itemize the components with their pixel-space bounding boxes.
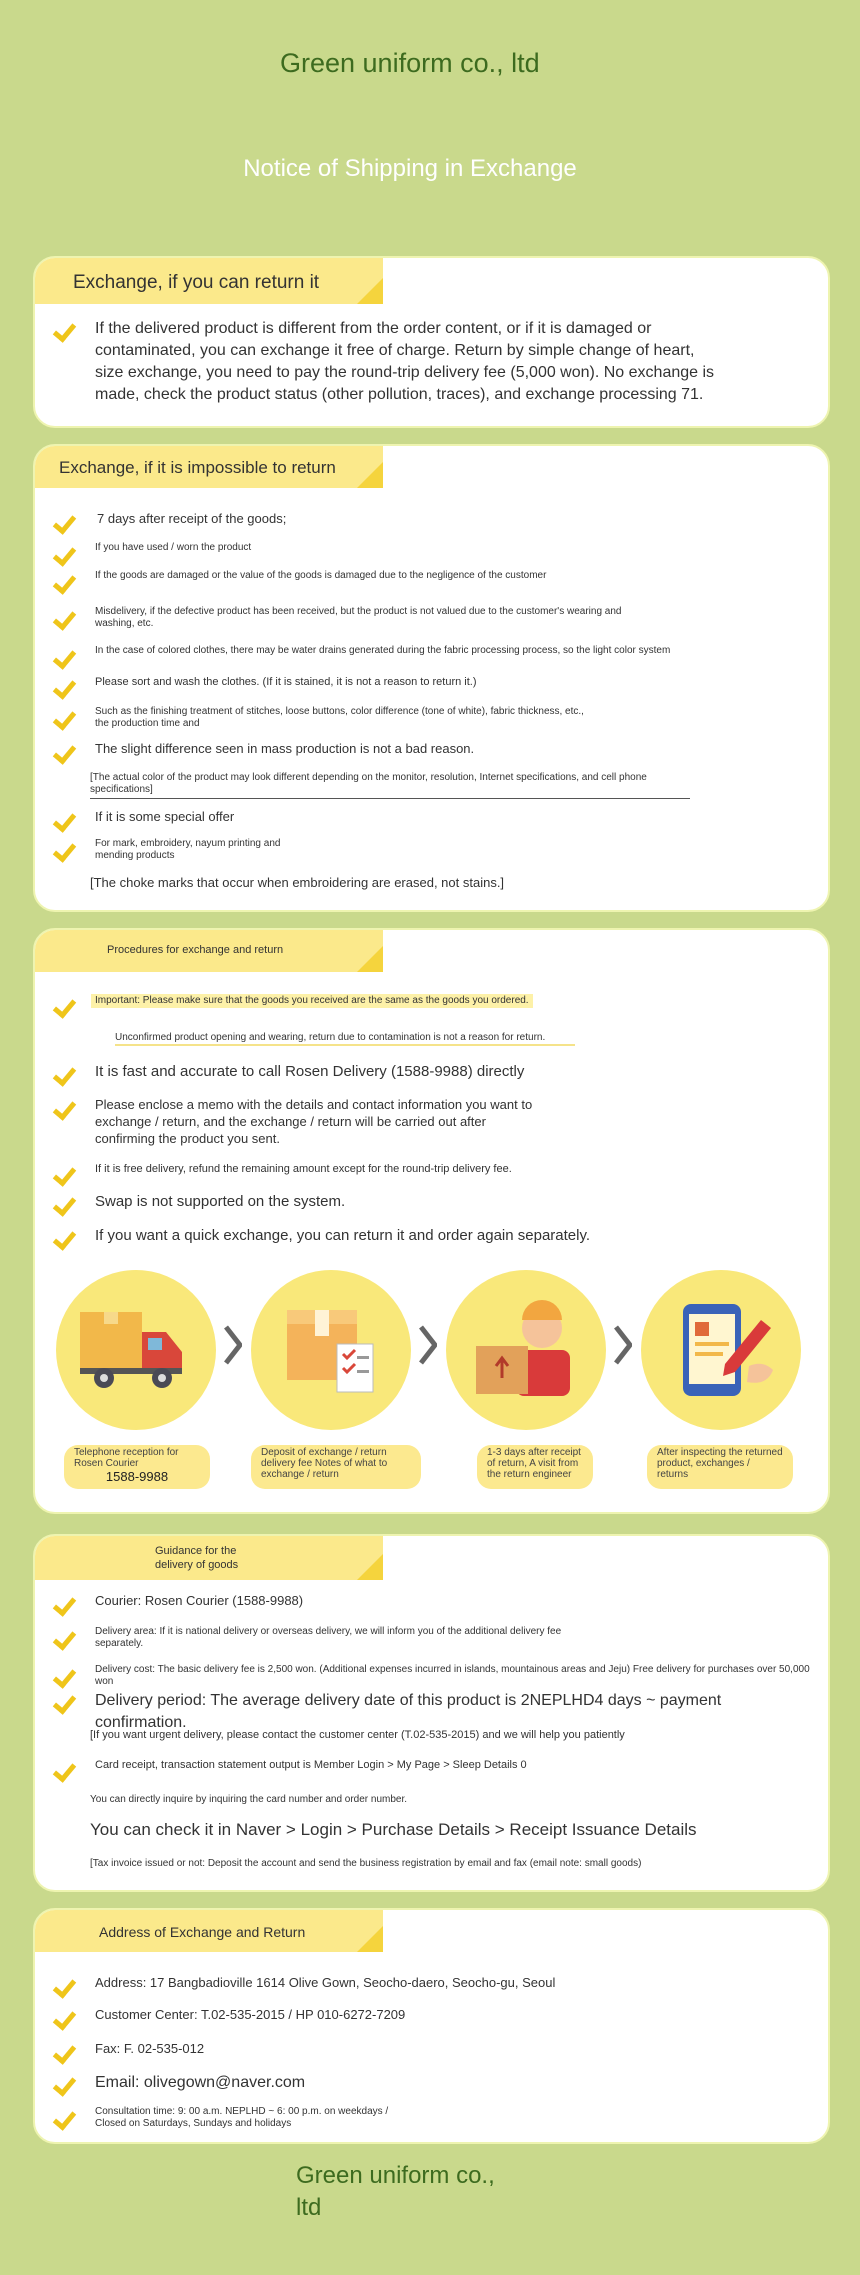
section-title: Procedures for exchange and return [107,944,284,956]
section-ribbon [35,1910,383,1952]
brand-name-bottom: Green uniform co., ltd [296,2162,495,2221]
section-ribbon [35,446,383,488]
step-circle-telephone [56,1270,216,1430]
step-circle-deposit [251,1270,411,1430]
item-text: Delivery area: If it is national delivery or overseas delivery, we will inform you of the additional delivery fee separately. [95,1626,562,1649]
naver-check-note: You can check it in Naver > Login > Purchase Details > Receipt Issuance Details [90,1820,697,1839]
section-procedures [33,928,830,1514]
check-item [55,510,814,530]
item-text: If it is free delivery, refund the remaining amount except for the round-trip delivery fee. [95,1163,512,1175]
chevron-right-icon [614,1325,632,1365]
phone-text: Customer Center: T.02-535-2015 / HP 010-6272-7209 [95,2007,406,2022]
check-item [55,1162,814,1182]
section-ribbon [35,930,383,972]
check-item [55,1096,814,1147]
check-icon [55,1666,77,1684]
check-icon [55,742,77,760]
check-icon [55,2008,77,2026]
delivery-truck-icon [56,1270,216,1430]
section-title: Address of Exchange and Return [99,1924,306,1940]
check-icon [55,1194,77,1212]
check-icon [55,647,77,665]
check-item [55,2006,814,2026]
item-text: In the case of colored clothes, there may be water drains generated during the fabric processing process, so the light color system [95,645,671,656]
step-label-text: After inspecting the returned product, exchanges / returns [657,1447,783,1480]
check-item [55,1062,814,1082]
step-label [647,1445,793,1489]
item-text: If it is some special offer [95,809,235,824]
check-item [55,1592,814,1612]
step-label-text: Telephone reception for Rosen Courier [74,1447,179,1469]
check-item [55,808,814,828]
check-icon [55,572,77,590]
step-label [251,1445,421,1489]
item-text: Delivery period: The average delivery date of this product is 2NEPLHD4 days ~ payment confirmation. [95,1692,722,1731]
step-circle-inspect [641,1270,801,1430]
unconfirmed-note: Unconfirmed product opening and wearing, return due to contamination is not a reason for return. [115,1032,575,1046]
item-text: Courier: Rosen Courier (1588-9988) [95,1593,304,1608]
item-text: Swap is not supported on the system. [95,1193,346,1210]
phone-number: 1588-9988 [105,1469,169,1484]
notice-title: Notice of Shipping in Exchange [243,155,577,182]
section-title: Guidance for the delivery of goods [155,1545,239,1571]
check-icon [55,2042,77,2060]
item-text: If you want a quick exchange, you can return it and order again separately. [95,1227,591,1244]
item-text: Misdelivery, if the defective product has been received, but the product is not valued due to the customer's wearing and washing, etc. [95,606,622,629]
item-text: The slight difference seen in mass production is not a bad reason. [95,741,475,756]
section-exchange-impossible [33,444,830,912]
check-icon [55,1064,77,1082]
check-icon [55,996,77,1014]
check-item [55,1974,814,1994]
check-icon [55,544,77,562]
check-item [55,706,814,730]
check-icon [55,810,77,828]
check-icon [55,1976,77,1994]
section-delivery-guidance [33,1534,830,1892]
inquire-note: You can directly inquire by inquiring the card number and order number. [90,1794,408,1805]
check-icon [55,320,77,338]
section-ribbon [35,258,383,304]
section-title: Exchange, if you can return it [73,272,320,293]
step-circle-visit [446,1270,606,1430]
package-checklist-icon [251,1270,411,1430]
check-item [55,675,814,695]
item-text: Please enclose a memo with the details and contact information you want to exchange / return, and the exchange / return will be carried out after confirming the product you sent. [95,1097,533,1146]
check-item [55,2072,814,2094]
courier-person-icon [446,1270,606,1430]
urgent-note: [If you want urgent delivery, please contact the customer center (T.02-535-2015) and we will help you patiently [90,1729,625,1741]
check-item [55,994,814,1014]
mobile-sign-icon [641,1270,801,1430]
item-text: Delivery cost: The basic delivery fee is 2,500 won. (Additional expenses incurred in islands, mountainous areas and Jeju) Free delivery for purchases over 50,000 won [95,1664,810,1687]
check-item [55,1626,814,1650]
check-icon [55,1594,77,1612]
check-icon [55,1098,77,1116]
check-icon [55,608,77,626]
check-item [55,1758,814,1778]
check-icon [55,512,77,530]
check-item [55,1226,814,1246]
check-icon [55,1628,77,1646]
check-icon [55,1760,77,1778]
check-icon [55,2074,77,2092]
check-item [55,606,814,630]
check-icon [55,1692,77,1710]
chevron-right-icon [224,1325,242,1365]
section-exchange-returnable [33,256,830,428]
item-text: 7 days after receipt of the goods; [97,511,287,526]
section-title: Exchange, if it is impossible to return [59,458,336,477]
check-icon [55,1228,77,1246]
check-item [55,542,814,562]
section-address [33,1908,830,2144]
email-text: Email: olivegown@naver.com [95,2074,306,2091]
check-item [55,1664,814,1688]
check-item [55,2040,814,2060]
tax-note: [Tax invoice issued or not: Deposit the account and send the business registration by email and fax (email note: small goods) [90,1858,642,1869]
address-text: Address: 17 Bangbadioville 1614 Olive Gown, Seocho-daero, Seocho-gu, Seoul [95,1975,556,1990]
brand-name-top: Green uniform co., ltd [280,48,540,78]
check-item [55,1192,814,1212]
fax-text: Fax: F. 02-535-012 [95,2041,205,2056]
step-label [64,1445,210,1489]
embroidery-note: [The choke marks that occur when embroidering are erased, not stains.] [90,875,505,890]
check-item [55,2106,814,2130]
section-ribbon [35,1536,383,1580]
check-icon [55,840,77,858]
check-item [55,318,814,406]
step-label-text: 1-3 days after receipt of return, A visit from the return engineer [487,1447,581,1480]
consultation-text: Consultation time: 9: 00 a.m. NEPLHD ~ 6: 00 p.m. on weekdays / Closed on Saturdays, Sundays and holidays [95,2106,389,2129]
item-text: For mark, embroidery, nayum printing and mending products [95,838,281,861]
item-text: Please sort and wash the clothes. (If it is stained, it is not a reason to return it.) [95,676,477,688]
check-icon [55,677,77,695]
step-label [477,1445,593,1489]
check-icon [55,1164,77,1182]
color-note: [The actual color of the product may look different depending on the monitor, resolution, Internet specifications, and cell phone specifications] [90,772,690,799]
item-text: Such as the finishing treatment of stitches, loose buttons, color difference (tone of white), fabric thickness, etc., the production time and [95,706,584,729]
important-text: Important: Please make sure that the goods you received are the same as the goods you ordered. [91,994,533,1008]
item-text: If the goods are damaged or the value of the goods is damaged due to the negligence of the customer [95,570,547,581]
check-icon [55,2108,77,2126]
check-item [55,570,814,590]
check-item [55,645,814,665]
check-icon [55,708,77,726]
check-item [55,838,814,862]
check-item [55,740,814,760]
step-label-text: Deposit of exchange / return delivery fee Notes of what to exchange / return [261,1447,388,1480]
item-text: If the delivered product is different from the order content, or if it is damaged or contaminated, you can exchange it free of charge. Return by simple change of heart, size exchange, you need to pay the round-trip delivery fee (5,000 won). No exchange is made, check the product status (other pollution, traces), and exchange processing 71. [95,320,715,403]
item-text: Card receipt, transaction statement output is Member Login > My Page > Sleep Details 0 [95,1759,527,1771]
chevron-right-icon [419,1325,437,1365]
item-text: If you have used / worn the product [95,542,252,553]
item-text: It is fast and accurate to call Rosen Delivery (1588-9988) directly [95,1063,525,1080]
